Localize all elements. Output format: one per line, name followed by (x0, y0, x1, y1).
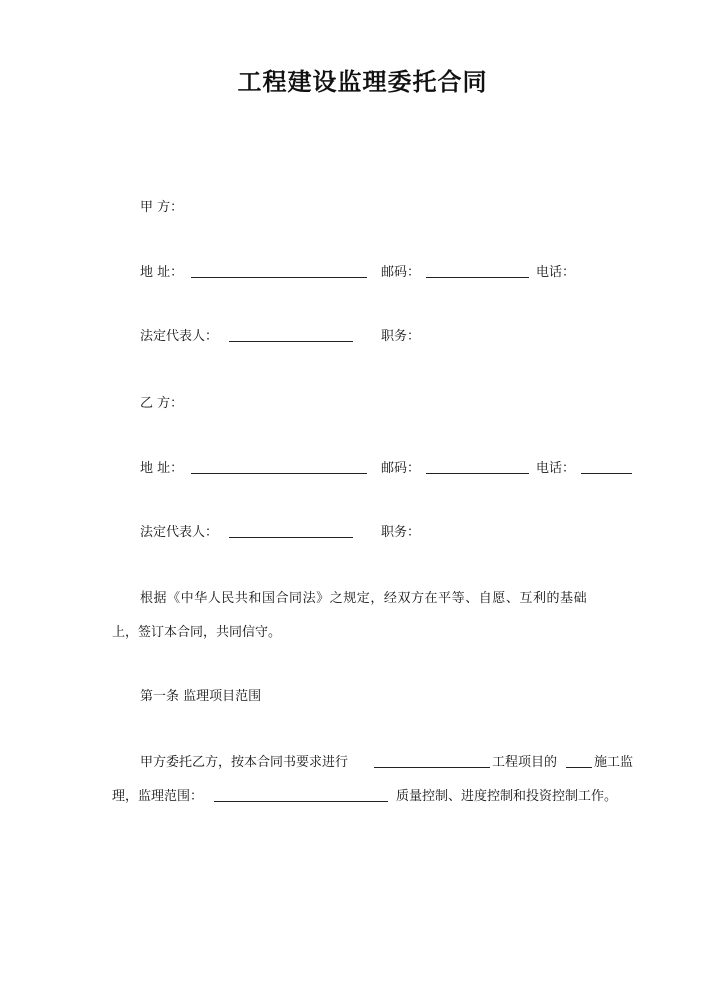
party-a-legal-rep-field[interactable] (229, 329, 353, 342)
party-a-position-label: 职务： (381, 329, 421, 344)
party-a-label: 甲 方： (140, 200, 184, 215)
project-name-field[interactable] (374, 755, 490, 768)
article-1-line-2a: 理，监理范围： (112, 789, 204, 804)
party-a-address-field[interactable] (191, 265, 367, 278)
article-1-line-2b: 质量控制、进度控制和投资控制工作。 (396, 789, 618, 804)
party-b-postcode-label: 邮码： (381, 461, 421, 476)
party-a-postcode-field[interactable] (426, 265, 529, 278)
article-1-line-1c: 施工监 (594, 755, 634, 770)
preamble-line-2: 上，签订本合同，共同信守。 (112, 625, 282, 640)
party-b-legal-rep-field[interactable] (229, 525, 353, 538)
party-a-legal-rep-label: 法定代表人： (140, 329, 219, 344)
party-b-phone-label: 电话： (536, 461, 576, 476)
supervision-scope-field[interactable] (214, 789, 388, 802)
party-b-address-field[interactable] (191, 461, 367, 474)
party-a-address-row (140, 264, 183, 282)
party-b-phone-field[interactable] (581, 461, 632, 474)
party-b-position-label: 职务： (381, 525, 421, 540)
party-b-legal-rep-label: 法定代表人： (140, 525, 219, 540)
page-title: 工程建设监理委托合同 (237, 68, 488, 96)
project-stage-field[interactable] (566, 755, 592, 768)
preamble-line-1: 根据《中华人民共和国合同法》之规定，经双方在平等、自愿、互利的基础 (140, 591, 588, 606)
party-a-phone-label: 电话： (536, 265, 576, 280)
article-1-heading: 第一条 监理项目范围 (140, 689, 262, 704)
party-b-address-label: 地 址： (140, 461, 184, 476)
party-b-label: 乙 方： (140, 396, 184, 411)
article-1-line-1b: 工程项目的 (492, 755, 558, 770)
article-1-line-1a: 甲方委托乙方，按本合同书要求进行 (140, 755, 349, 770)
party-a-address-label: 地 址： (140, 265, 184, 280)
party-b-postcode-field[interactable] (426, 461, 529, 474)
party-a-postcode-label: 邮码： (381, 265, 421, 280)
